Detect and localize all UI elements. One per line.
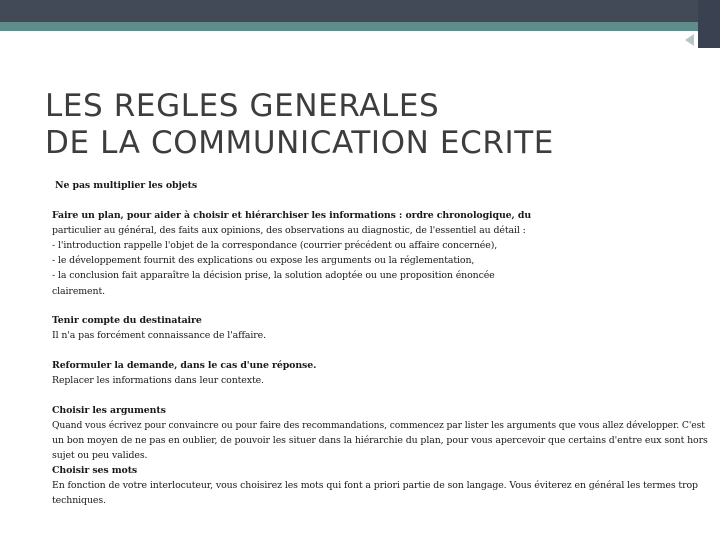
- mots-line: techniques.: [52, 495, 106, 506]
- plan-line: - le développement fournit des explications ou expose les arguments ou la réglementation,: [52, 255, 475, 266]
- subtitle: Ne pas multiplier les objets: [55, 180, 198, 191]
- top-bar: [0, 0, 720, 22]
- destinataire-heading: Tenir compte du destinataire: [52, 315, 202, 326]
- top-accent-bar: [0, 22, 720, 31]
- mots-heading: Choisir ses mots: [52, 465, 138, 476]
- arguments-line: Quand vous écrivez pour convaincre ou pour faire des recommandations, commencez par lister les arguments que vous allez développer. C'est: [52, 420, 705, 431]
- arguments-heading: Choisir les arguments: [52, 405, 166, 416]
- plan-line: clairement.: [52, 286, 105, 297]
- plan-heading: Faire un plan, pour aider à choisir et hiérarchiser les informations : ordre chronologique, du: [52, 210, 532, 221]
- corner-block: [698, 0, 720, 48]
- plan-line: - la conclusion fait apparaître la décision prise, la solution adoptée ou une proposition énoncée: [52, 270, 495, 281]
- plan-line: - l'introduction rappelle l'objet de la correspondance (courrier précédent ou affaire concernée),: [52, 240, 498, 251]
- arguments-line: sujet ou peu valides.: [52, 450, 148, 461]
- plan-line: particulier au général, des faits aux opinions, des observations au diagnostic, de l'essentiel au détail :: [52, 225, 526, 236]
- reformuler-line: Replacer les informations dans leur contexte.: [52, 375, 264, 386]
- destinataire-line: Il n'a pas forcément connaissance de l'affaire.: [52, 330, 266, 341]
- slide-title: [45, 88, 685, 162]
- slide-title-line-1: LES REGLES GENERALES: [45, 88, 440, 124]
- reformuler-heading: Reformuler la demande, dans le cas d'une réponse.: [52, 360, 317, 371]
- corner-triangle-icon: [685, 34, 694, 46]
- mots-line: En fonction de votre interlocuteur, vous choisirez les mots qui font a priori partie de son langage. Vous éviterez en général les termes trop: [52, 480, 698, 491]
- slide-title-line-2: DE LA COMMUNICATION ECRITE: [45, 125, 554, 161]
- arguments-line: un bon moyen de ne pas en oublier, de pouvoir les situer dans la hiérarchie du plan, pour vous apercevoir que certains d'entre eux sont hors: [52, 435, 708, 446]
